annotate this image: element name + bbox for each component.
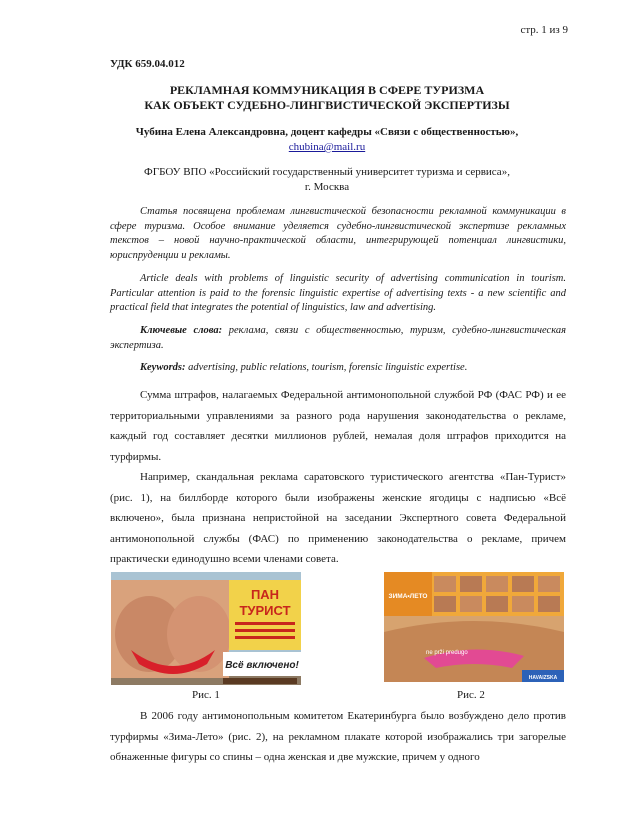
poster-corner-label: HAVAIZSKA: [528, 675, 558, 681]
figure-1-billboard-image: [111, 572, 301, 685]
poster-illustration: [384, 572, 564, 682]
keywords-english-text: advertising, public relations, tourism, forensic linguistic expertise.: [185, 362, 468, 373]
keywords-english-label: Keywords:: [140, 362, 186, 373]
author-email-link[interactable]: chubina@mail.ru: [288, 141, 366, 153]
abstract-russian: Статья посвящена проблемам лингвистической безопасности рекламной коммуникации в сфере туризма. Особое внимание уделяется судебно-лингвистической экспертизе рекламных текстов – новой научно-практической области, интегрирующей потенциал лингвистики, юриспруденции и рекламы.: [110, 206, 566, 261]
figure-2-poster-image: [384, 572, 564, 682]
billboard-slogan: Всё включено!: [225, 660, 299, 671]
title-line-2: КАК ОБЪЕКТ СУДЕБНО-ЛИНГВИСТИЧЕСКОЙ ЭКСПЕРТИЗЫ: [144, 98, 510, 112]
page-number: стр. 1 из 9: [520, 24, 568, 36]
poster-brand: ЗИМА•ЛЕТО: [388, 593, 428, 600]
figure-2-caption: Рис. 2: [457, 689, 485, 701]
author-line: Чубина Елена Александровна, доцент кафедры «Связи с общественностью»,: [135, 126, 519, 138]
poster-tagline: ne prži predugo: [426, 650, 468, 656]
paragraph-1: Сумма штрафов, налагаемых Федеральной антимонопольной службой РФ (ФАС РФ) и ее территориальными управлениями за разного рода нарушения законодательства о рекламе, каждый год составляет десятки миллионов рублей, немалая доля штрафов приходится на турфирмы.: [110, 389, 566, 463]
billboard-sign-line-1: ПАН: [250, 587, 280, 602]
article-title: [90, 83, 564, 113]
abstract-english: Article deals with problems of linguistic security of advertising communication in tourism. Particular attention is paid to the forensic linguistic expertise of advertising texts - a new scientific and practical field that integrates the potential of linguistics, law and advertising.: [110, 273, 566, 313]
paragraph-3: В 2006 году антимонопольным комитетом Екатеринбурга было возбуждено дело против турфирмы «Зима-Лето» (рис. 2), на рекламном плакате которой изображались три загорелые обнаженные фигуры со спины – одна женская и две мужские, причем у одного: [110, 710, 566, 763]
keywords-russian-text: реклама, связи с общественностью, туризм, судебно-лингвистическая экспертиза.: [110, 325, 566, 351]
figure-1-caption: Рис. 1: [192, 689, 220, 701]
keywords-russian-label: Ключевые слова:: [140, 325, 223, 336]
billboard-illustration: [111, 572, 301, 685]
organization-line-2: г. Москва: [304, 181, 350, 193]
keywords-english: [110, 361, 566, 376]
title-line-1: РЕКЛАМНАЯ КОММУНИКАЦИЯ В СФЕРЕ ТУРИЗМА: [169, 83, 485, 97]
author-block: [90, 125, 564, 155]
organization-line-1: ФГБОУ ВПО «Российский государственный университет туризма и сервиса»,: [144, 166, 510, 178]
billboard-sign-line-2: ТУРИСТ: [239, 603, 291, 618]
paragraph-2: Например, скандальная реклама саратовского туристического агентства «Пан-Турист» (рис. 1), на биллборде которого были изображены женские ягодицы с надписью «Всё включено», была признана непристойной на заседании Экспертного совета Федеральной антимонопольной службы (ФАС) по применению законодательства о рекламе, причем практически единодушно всеми членами совета.: [110, 471, 566, 565]
keywords-russian: [110, 324, 566, 353]
organization-block: [90, 165, 564, 195]
udk-code: УДК 659.04.012: [110, 58, 185, 70]
